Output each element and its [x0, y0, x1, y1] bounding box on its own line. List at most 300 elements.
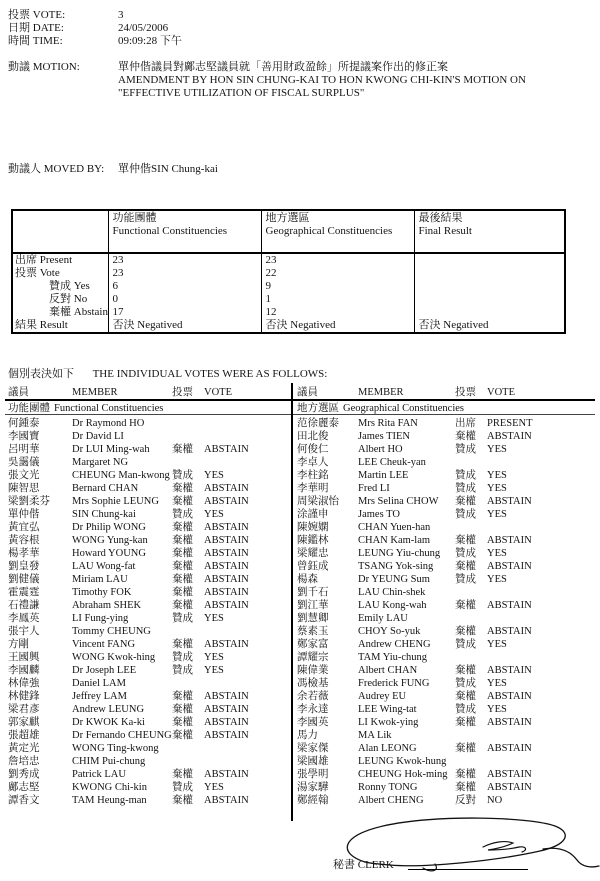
- left-header-vote-en: VOTE: [204, 387, 232, 398]
- member-name-zh: 陳鑑林: [297, 535, 329, 546]
- summary-table-body: [12, 253, 565, 333]
- member-vote-zh: 贊成: [172, 652, 193, 663]
- summary-value-fc: 0: [108, 293, 261, 306]
- member-row: [297, 521, 592, 534]
- member-vote-zh: 贊成: [455, 483, 476, 494]
- vote-value: 3: [118, 9, 124, 21]
- member-vote-zh: 贊成: [455, 704, 476, 715]
- member-name-zh: 何俊仁: [297, 444, 329, 455]
- member-name-zh: 霍震霆: [8, 587, 40, 598]
- member-name-en: Andrew LEUNG: [72, 704, 145, 715]
- member-name-en: Fred LI: [358, 483, 390, 494]
- motion-line-en2: "EFFECTIVE UTILIZATION OF FISCAL SURPLUS": [118, 87, 365, 99]
- member-name-zh: 鄭經翰: [297, 795, 329, 806]
- member-vote-zh: [455, 456, 487, 469]
- member-name-zh: 石禮謙: [8, 600, 40, 611]
- member-name-zh: 梁劉柔芬: [8, 496, 50, 507]
- member-vote-zh: 贊成: [455, 678, 476, 689]
- member-name-en: Martin LEE: [358, 470, 409, 481]
- member-row: [8, 534, 290, 547]
- member-vote-zh: 贊成: [455, 639, 476, 650]
- member-vote-en: [204, 456, 290, 469]
- member-vote-zh: 棄權: [455, 561, 476, 572]
- member-vote-en: YES: [487, 704, 507, 715]
- meta-block: [8, 9, 182, 48]
- member-name-zh: 黃定光: [8, 743, 40, 754]
- member-name-en: CHAN Yuen-han: [358, 522, 431, 533]
- moved-by-label: 動議人 MOVED BY:: [8, 163, 105, 175]
- member-row: [297, 651, 592, 664]
- summary-row-label: 棄權 Abstain: [49, 306, 108, 318]
- left-header-member-en: MEMBER: [72, 387, 118, 398]
- motion-label: 動議 MOTION:: [8, 61, 80, 73]
- functional-members-list: [8, 417, 290, 807]
- member-vote-en: ABSTAIN: [487, 600, 532, 611]
- member-vote-zh: [172, 430, 204, 443]
- member-name-zh: 曾鈺成: [297, 561, 329, 572]
- member-name-en: James TIEN: [358, 431, 411, 442]
- summary-value-fr: [414, 293, 565, 306]
- member-vote-zh: 棄權: [455, 431, 476, 442]
- member-vote-zh: 棄權: [172, 444, 193, 455]
- member-vote-zh: 棄權: [172, 769, 193, 780]
- member-row: [297, 573, 592, 586]
- member-name-zh: 劉皇發: [8, 561, 40, 572]
- individual-votes-title-zh: 個別表決如下: [8, 368, 74, 380]
- right-group-en: Geographical Constituencies: [343, 403, 465, 414]
- member-name-en: Daniel LAM: [72, 678, 126, 689]
- member-row: [8, 521, 290, 534]
- member-vote-en: ABSTAIN: [204, 704, 249, 715]
- summary-row: [12, 253, 565, 267]
- member-row: [8, 703, 290, 716]
- vote-label: 投票 VOTE:: [8, 9, 66, 21]
- member-vote-zh: 贊成: [172, 613, 193, 624]
- header-rule-thick: [5, 399, 595, 401]
- member-name-zh: 梁家傑: [297, 743, 329, 754]
- summary-row-label: 投票 Vote: [15, 267, 60, 279]
- center-divider: [291, 383, 293, 821]
- member-vote-zh: 贊成: [455, 548, 476, 559]
- member-row: [8, 781, 290, 794]
- member-name-en: Timothy FOK: [72, 587, 132, 598]
- summary-row: [12, 319, 565, 333]
- member-name-zh: 范徐麗泰: [297, 418, 339, 429]
- member-row: [297, 729, 592, 742]
- member-row: [8, 625, 290, 638]
- member-row: [297, 417, 592, 430]
- member-row: [8, 417, 290, 430]
- member-vote-zh: [455, 586, 487, 599]
- member-vote-en: ABSTAIN: [204, 496, 249, 507]
- motion-text: [118, 61, 526, 100]
- time-value: 09:09:28 下午: [118, 35, 182, 47]
- member-vote-zh: 贊成: [455, 574, 476, 585]
- member-name-en: Audrey EU: [358, 691, 407, 702]
- member-row: [297, 677, 592, 690]
- member-name-zh: 楊森: [297, 574, 318, 585]
- member-name-en: TAM Yiu-chung: [358, 652, 428, 663]
- summary-row-label: 結果 Result: [15, 319, 68, 331]
- member-row: [297, 781, 592, 794]
- time-label: 時間 TIME:: [8, 35, 63, 47]
- member-name-en: Dr KWOK Ka-ki: [72, 717, 145, 728]
- member-name-zh: 林偉強: [8, 678, 40, 689]
- member-row: [8, 443, 290, 456]
- member-row: [297, 768, 592, 781]
- member-vote-en: [204, 430, 290, 443]
- right-header-member-en: MEMBER: [358, 387, 404, 398]
- member-vote-en: YES: [204, 652, 224, 663]
- member-vote-zh: 棄權: [172, 639, 193, 650]
- member-vote-en: ABSTAIN: [204, 483, 249, 494]
- member-name-zh: 涂謹申: [297, 509, 329, 520]
- member-vote-en: ABSTAIN: [487, 665, 532, 676]
- member-row: [8, 469, 290, 482]
- summary-col-geographical-zh: 地方選區: [265, 212, 310, 224]
- member-row: [8, 638, 290, 651]
- member-row: [297, 586, 592, 599]
- member-name-en: Dr Joseph LEE: [72, 665, 137, 676]
- member-row: [297, 495, 592, 508]
- member-name-zh: 梁君彥: [8, 704, 40, 715]
- member-vote-en: YES: [487, 470, 507, 481]
- right-header-vote-en: VOTE: [487, 387, 515, 398]
- member-vote-zh: 棄權: [172, 730, 193, 741]
- member-vote-zh: 贊成: [455, 444, 476, 455]
- member-name-zh: 梁國雄: [297, 756, 329, 767]
- member-vote-zh: 出席: [455, 418, 476, 429]
- member-name-zh: 馬力: [297, 730, 318, 741]
- member-name-en: Emily LAU: [358, 613, 408, 624]
- member-vote-en: [487, 586, 592, 599]
- member-vote-en: [487, 456, 592, 469]
- member-vote-en: ABSTAIN: [487, 717, 532, 728]
- member-name-en: LAU Kong-wah: [358, 600, 427, 611]
- member-name-zh: 李永達: [297, 704, 329, 715]
- member-vote-en: ABSTAIN: [487, 691, 532, 702]
- summary-row-label: 贊成 Yes: [49, 280, 90, 292]
- member-name-en: Frederick FUNG: [358, 678, 430, 689]
- date-label: 日期 DATE:: [8, 22, 64, 34]
- member-vote-zh: 贊成: [455, 470, 476, 481]
- member-row: [8, 729, 290, 742]
- member-name-en: CHIM Pui-chung: [72, 756, 146, 767]
- summary-corner-cell: [12, 210, 108, 253]
- member-row: [8, 430, 290, 443]
- motion-line-en1: AMENDMENT BY HON SIN CHUNG-KAI TO HON KWONG CHI-KIN'S MOTION ON: [118, 74, 526, 86]
- summary-value-fc: 6: [108, 280, 261, 293]
- member-name-zh: 李鳳英: [8, 613, 40, 624]
- individual-votes-title: [8, 368, 327, 381]
- summary-row-label: 反對 No: [49, 293, 88, 305]
- member-name-en: Dr Raymond HO: [72, 418, 145, 429]
- member-vote-zh: 棄權: [455, 717, 476, 728]
- member-vote-en: ABSTAIN: [204, 691, 249, 702]
- member-vote-en: PRESENT: [487, 418, 533, 429]
- member-vote-zh: [455, 755, 487, 768]
- vote-number-row: [8, 9, 182, 22]
- right-header-vote-zh: 投票: [455, 387, 476, 398]
- member-name-zh: 何鍾泰: [8, 418, 40, 429]
- member-vote-en: YES: [487, 574, 507, 585]
- date-row: [8, 22, 182, 35]
- member-vote-zh: 棄權: [455, 782, 476, 793]
- member-name-en: Jeffrey LAM: [72, 691, 127, 702]
- member-row: [297, 664, 592, 677]
- summary-col-geographical-en: Geographical Constituencies: [265, 225, 393, 237]
- member-vote-zh: 棄權: [172, 535, 193, 546]
- member-name-en: Andrew CHENG: [358, 639, 431, 650]
- left-group-en: Functional Constituencies: [54, 403, 164, 414]
- member-vote-en: [204, 677, 290, 690]
- member-vote-en: ABSTAIN: [487, 743, 532, 754]
- member-name-en: Ronny TONG: [358, 782, 418, 793]
- member-name-zh: 方剛: [8, 639, 29, 650]
- member-vote-en: [487, 521, 592, 534]
- member-vote-zh: 棄權: [172, 691, 193, 702]
- member-name-en: LI Kwok-ying: [358, 717, 419, 728]
- member-vote-en: ABSTAIN: [204, 600, 249, 611]
- member-vote-en: ABSTAIN: [204, 444, 249, 455]
- member-name-zh: 呂明華: [8, 444, 40, 455]
- member-name-en: CHEUNG Man-kwong: [72, 470, 170, 481]
- member-name-zh: 李國寶: [8, 431, 40, 442]
- member-row: [8, 508, 290, 521]
- member-row: [8, 560, 290, 573]
- member-name-zh: 李國英: [297, 717, 329, 728]
- member-vote-zh: 棄權: [172, 496, 193, 507]
- summary-col-functional: [108, 210, 261, 253]
- member-name-en: LEUNG Kwok-hung: [358, 756, 447, 767]
- member-name-zh: 田北俊: [297, 431, 329, 442]
- member-name-en: Vincent FANG: [72, 639, 136, 650]
- member-vote-en: YES: [487, 509, 507, 520]
- member-vote-en: ABSTAIN: [487, 431, 532, 442]
- member-name-en: Margaret NG: [72, 457, 129, 468]
- summary-value-fc: 否決 Negatived: [108, 319, 261, 333]
- summary-value-gc: 22: [261, 267, 414, 280]
- member-name-en: KWONG Chi-kin: [72, 782, 147, 793]
- member-vote-zh: [172, 755, 204, 768]
- member-vote-zh: 棄權: [455, 600, 476, 611]
- member-vote-en: YES: [204, 613, 224, 624]
- member-name-en: WONG Yung-kan: [72, 535, 148, 546]
- member-vote-en: ABSTAIN: [204, 587, 249, 598]
- member-name-zh: 黃宜弘: [8, 522, 40, 533]
- geographical-members-list: [297, 417, 592, 807]
- member-vote-en: ABSTAIN: [204, 730, 249, 741]
- member-name-zh: 王國興: [8, 652, 40, 663]
- member-vote-en: NO: [487, 795, 503, 806]
- member-vote-zh: [172, 417, 204, 430]
- member-name-en: Miriam LAU: [72, 574, 128, 585]
- member-row: [297, 742, 592, 755]
- member-vote-en: [204, 625, 290, 638]
- member-vote-en: YES: [204, 665, 224, 676]
- member-name-zh: 楊孝華: [8, 548, 40, 559]
- member-row: [297, 755, 592, 768]
- member-vote-en: ABSTAIN: [487, 626, 532, 637]
- member-row: [8, 547, 290, 560]
- right-column-header: [297, 386, 592, 399]
- member-row: [8, 651, 290, 664]
- summary-value-fr: [414, 253, 565, 267]
- member-vote-en: [487, 612, 592, 625]
- member-row: [8, 573, 290, 586]
- summary-col-functional-en: Functional Constituencies: [112, 225, 228, 237]
- member-vote-en: ABSTAIN: [204, 639, 249, 650]
- member-vote-en: YES: [487, 483, 507, 494]
- summary-value-fr: [414, 280, 565, 293]
- member-name-en: CHAN Kam-lam: [358, 535, 431, 546]
- member-vote-zh: 贊成: [172, 509, 193, 520]
- left-header-vote-zh: 投票: [172, 387, 193, 398]
- left-group-header: [8, 402, 167, 415]
- member-vote-zh: [455, 729, 487, 742]
- member-name-en: CHOY So-yuk: [358, 626, 421, 637]
- member-name-en: Mrs Rita FAN: [358, 418, 418, 429]
- right-header-member-zh: 議員: [297, 387, 318, 398]
- member-vote-zh: 棄權: [455, 665, 476, 676]
- member-row: [297, 430, 592, 443]
- member-name-zh: 李柱銘: [297, 470, 329, 481]
- member-name-en: WONG Kwok-hing: [72, 652, 156, 663]
- member-vote-zh: [455, 612, 487, 625]
- member-name-en: Albert HO: [358, 444, 403, 455]
- member-vote-zh: 棄權: [455, 743, 476, 754]
- member-name-zh: 鄭家富: [297, 639, 329, 650]
- summary-value-gc: 否決 Negatived: [261, 319, 414, 333]
- member-vote-zh: 棄權: [172, 704, 193, 715]
- member-row: [297, 534, 592, 547]
- member-row: [8, 716, 290, 729]
- member-row: [297, 560, 592, 573]
- member-row: [297, 690, 592, 703]
- member-name-en: TSANG Yok-sing: [358, 561, 434, 572]
- member-name-zh: 李華明: [297, 483, 329, 494]
- left-column-header: [8, 386, 290, 399]
- member-vote-zh: 反對: [455, 795, 476, 806]
- member-name-en: Bernard CHAN: [72, 483, 139, 494]
- member-vote-en: [204, 417, 290, 430]
- member-name-en: CHEUNG Hok-ming: [358, 769, 448, 780]
- summary-value-fr: [414, 267, 565, 280]
- member-vote-en: ABSTAIN: [204, 574, 249, 585]
- member-row: [8, 599, 290, 612]
- summary-value-gc: 12: [261, 306, 414, 319]
- member-name-en: TAM Heung-man: [72, 795, 147, 806]
- clerk-signature-line: [408, 869, 528, 870]
- member-vote-zh: [172, 677, 204, 690]
- summary-row-label: 出席 Present: [15, 254, 73, 266]
- member-name-zh: 周梁淑怡: [297, 496, 339, 507]
- summary-col-functional-zh: 功能團體: [112, 212, 157, 224]
- member-vote-en: YES: [487, 639, 507, 650]
- member-vote-en: ABSTAIN: [204, 717, 249, 728]
- member-vote-en: ABSTAIN: [487, 782, 532, 793]
- member-vote-en: ABSTAIN: [204, 795, 249, 806]
- member-name-zh: 馮檢基: [297, 678, 329, 689]
- motion-line-zh: 單仲偕議員對鄺志堅議員就「善用財政盈餘」所提議案作出的修正案: [118, 61, 448, 73]
- member-vote-en: [487, 651, 592, 664]
- left-group-zh: 功能團體: [8, 403, 50, 414]
- member-row: [297, 456, 592, 469]
- member-vote-zh: 棄權: [455, 769, 476, 780]
- member-vote-en: YES: [204, 509, 224, 520]
- left-header-member-zh: 議員: [8, 387, 29, 398]
- member-vote-en: [204, 742, 290, 755]
- member-row: [8, 612, 290, 625]
- member-name-en: LAU Wong-fat: [72, 561, 136, 572]
- member-vote-zh: 棄權: [455, 535, 476, 546]
- member-name-zh: 張超雄: [8, 730, 40, 741]
- member-vote-zh: 棄權: [172, 574, 193, 585]
- member-vote-zh: 棄權: [172, 587, 193, 598]
- member-vote-zh: 棄權: [172, 522, 193, 533]
- clerk-label: 秘書 CLERK: [333, 859, 394, 871]
- member-vote-zh: 贊成: [172, 470, 193, 481]
- member-name-en: Alan LEONG: [358, 743, 417, 754]
- member-vote-zh: 棄權: [172, 717, 193, 728]
- member-row: [297, 716, 592, 729]
- member-name-en: MA Lik: [358, 730, 392, 741]
- member-row: [8, 586, 290, 599]
- member-name-en: WONG Ting-kwong: [72, 743, 159, 754]
- member-row: [8, 690, 290, 703]
- member-vote-en: YES: [204, 782, 224, 793]
- member-vote-en: YES: [487, 548, 507, 559]
- member-name-zh: 郭家麒: [8, 717, 40, 728]
- member-vote-zh: 棄權: [455, 691, 476, 702]
- summary-row: [12, 293, 565, 306]
- summary-value-fr: 否決 Negatived: [414, 319, 565, 333]
- member-name-en: Dr YEUNG Sum: [358, 574, 430, 585]
- member-name-en: Tommy CHEUNG: [72, 626, 151, 637]
- summary-value-fc: 23: [108, 253, 261, 267]
- summary-value-fc: 17: [108, 306, 261, 319]
- time-row: [8, 35, 182, 48]
- summary-header-row: [12, 210, 565, 253]
- member-name-en: Dr David LI: [72, 431, 124, 442]
- date-value: 24/05/2006: [118, 22, 169, 34]
- member-name-zh: 余若薇: [297, 691, 329, 702]
- member-name-zh: 陳偉業: [297, 665, 329, 676]
- summary-value-fc: 23: [108, 267, 261, 280]
- member-vote-en: ABSTAIN: [204, 522, 249, 533]
- member-name-en: Albert CHAN: [358, 665, 418, 676]
- member-name-en: Mrs Sophie LEUNG: [72, 496, 159, 507]
- member-name-en: Dr Fernando CHEUNG: [72, 730, 172, 741]
- summary-row: [12, 267, 565, 280]
- member-vote-zh: [455, 651, 487, 664]
- member-name-zh: 譚香文: [8, 795, 40, 806]
- member-row: [8, 755, 290, 768]
- member-name-zh: 劉慧卿: [297, 613, 329, 624]
- member-vote-zh: 贊成: [455, 509, 476, 520]
- member-vote-en: [204, 755, 290, 768]
- member-vote-zh: 棄權: [172, 483, 193, 494]
- member-vote-zh: [172, 625, 204, 638]
- member-name-en: Howard YOUNG: [72, 548, 146, 559]
- member-name-zh: 陳婉嫻: [297, 522, 329, 533]
- member-row: [8, 664, 290, 677]
- summary-row: [12, 280, 565, 293]
- member-name-zh: 吳靄儀: [8, 457, 40, 468]
- individual-votes-title-en: THE INDIVIDUAL VOTES WERE AS FOLLOWS:: [92, 368, 328, 380]
- member-name-en: James TO: [358, 509, 400, 520]
- summary-value-gc: 23: [261, 253, 414, 267]
